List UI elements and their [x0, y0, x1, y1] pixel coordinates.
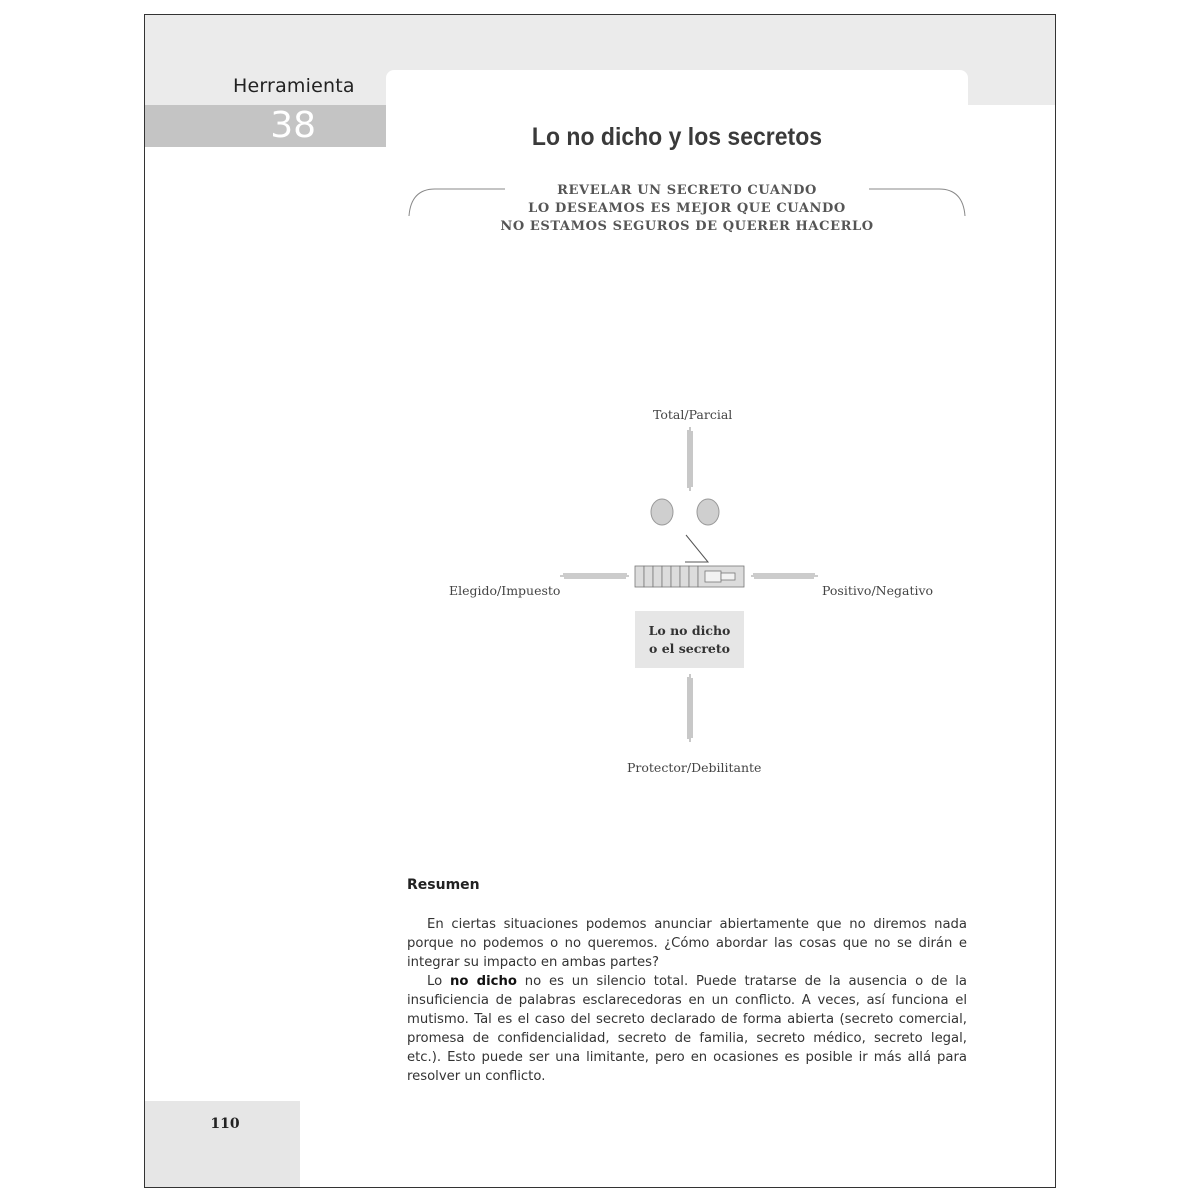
p2-bold-term: no dicho [450, 974, 517, 989]
zipper-mouth [635, 566, 744, 587]
page-number: 110 [210, 1116, 240, 1132]
p2-rest: no es un silencio total. Puede tratarse de la ausencia o de la insuficiencia de palabras esclarecedoras en un conflicto. A veces, así funciona el mutismo. Tal es el caso del secreto declarado de forma abierta (secreto comercial, promesa de confidencialidad, secreto de familia, secreto médico, secreto legal, etc.). Esto puede ser una limitante, pero en ocasiones es posible ir más allá para resolver un conflicto. [407, 974, 968, 1084]
left-axis-line [560, 574, 629, 578]
top-axis-line [688, 427, 692, 491]
label-right: Positivo/Negativo [822, 583, 934, 598]
secret-diagram [435, 385, 955, 785]
quote-text [407, 182, 967, 236]
summary-paragraph-1: En ciertas situaciones podemos anunciar abiertamente que no diremos nada porque no podemos o no queremos. ¿Cómo abordar las cosas que no se dirán e integrar su impacto en ambas partes? [407, 917, 967, 970]
right-eye-shape [697, 499, 719, 525]
tool-label: Herramienta [233, 75, 355, 97]
center-concept-box [635, 611, 744, 668]
page-number-box [145, 1101, 300, 1187]
content-card [386, 70, 968, 130]
summary-paragraph-2 [407, 972, 967, 1086]
center-line-2: o el secreto [649, 640, 730, 656]
quote-line: REVELAR UN SECRETO CUANDO [557, 183, 817, 198]
p2-start: Lo [427, 974, 451, 989]
page [144, 14, 1056, 1188]
left-eye-shape [651, 499, 673, 525]
page-title: Lo no dicho y los secretos [531, 123, 823, 151]
center-line-1: Lo no dicho [648, 622, 731, 638]
tool-number: 38 [270, 105, 316, 146]
tool-number-bar [145, 105, 386, 147]
bottom-axis-line [688, 674, 692, 742]
summary-heading: Resumen [407, 877, 480, 893]
quote-line: NO ESTAMOS SEGUROS DE QUERER HACERLO [500, 219, 874, 234]
label-top: Total/Parcial [653, 407, 733, 422]
right-axis-line [751, 574, 818, 578]
quote-line: LO DESEAMOS ES MEJOR QUE CUANDO [528, 201, 846, 216]
quote-block [407, 183, 967, 238]
label-left: Elegido/Impuesto [449, 583, 561, 598]
label-bottom: Protector/Debilitante [627, 760, 762, 775]
nose-shape [685, 535, 708, 562]
